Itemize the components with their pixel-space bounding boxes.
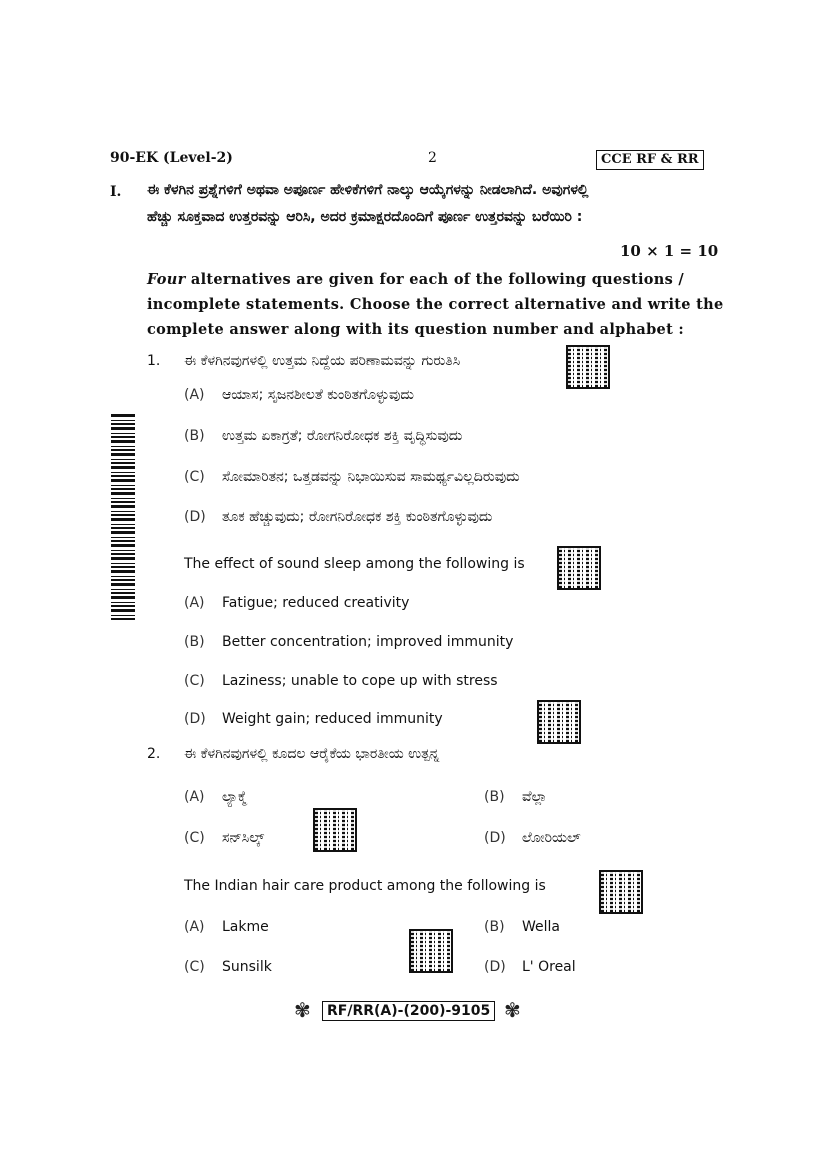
q2-en-option-b: (B) Wella bbox=[484, 919, 560, 935]
paper-code: 90-EK (Level-2) bbox=[110, 150, 233, 166]
page-number: 2 bbox=[428, 150, 437, 166]
q2-kn-option-d: (D) ಲೋರಿಯಲ್ bbox=[484, 830, 581, 846]
q2-en-option-c: (C) Sunsilk bbox=[184, 959, 272, 975]
paper-footer-code: RF/RR(A)-(200)-9105 bbox=[322, 1001, 495, 1021]
qr-code-icon bbox=[566, 345, 610, 389]
kannada-instruction-line2: ಹೆಚ್ಚು ಸೂಕ್ತವಾದ ಉತ್ತರವನ್ನು ಆರಿಸಿ, ಅದರ ಕ್ರಮಾಕ್ಷರದೊಂದಿಗೆ ಪೂರ್ಣ ಉತ್ತರವನ್ನು ಬರೆಯಿರಿ : bbox=[147, 209, 583, 225]
q2-en-option-d: (D) L' Oreal bbox=[484, 959, 576, 975]
section-number: I. bbox=[110, 184, 122, 200]
question-1-kannada: ಈ ಕೆಳಗಿನವುಗಳಲ್ಲಿ ಉತ್ತಮ ನಿದ್ದೆಯ ಪರಿಣಾಮವನ್ನು ಗುರುತಿಸಿ bbox=[184, 353, 461, 369]
question-2-kannada: ಈ ಕೆಳಗಿನವುಗಳಲ್ಲಿ ಕೂದಲ ಆರೈಕೆಯ ಭಾರತೀಯ ಉತ್ಪನ್ನ bbox=[184, 746, 440, 762]
side-barcode bbox=[111, 412, 135, 620]
question-1-english: The effect of sound sleep among the following is bbox=[184, 556, 525, 572]
question-1-number: 1. bbox=[147, 353, 161, 369]
q1-kn-option-c: (C) ಸೋಮಾರಿತನ; ಒತ್ತಡವನ್ನು ನಿಭಾಯಿಸುವ ಸಾಮರ್ಥ್ಯವಿಲ್ಲದಿರುವುದು bbox=[184, 469, 520, 485]
q1-kn-option-b: (B) ಉತ್ತಮ ಏಕಾಗ್ರತೆ; ರೋಗನಿರೋಧಕ ಶಕ್ತಿ ವೃದ್ಧಿಸುವುದು bbox=[184, 428, 463, 444]
q1-en-option-a: (A) Fatigue; reduced creativity bbox=[184, 595, 410, 611]
english-instruction-line2: incomplete statements. Choose the correct alternative and write the bbox=[147, 296, 724, 313]
q1-en-option-b: (B) Better concentration; improved immunity bbox=[184, 634, 514, 650]
q2-kn-option-c: (C) ಸನ್‌ಸಿಲ್ಕ್ bbox=[184, 830, 265, 846]
qr-code-icon bbox=[557, 546, 601, 590]
kannada-instruction-line1: ಈ ಕೆಳಗಿನ ಪ್ರಶ್ನೆಗಳಿಗೆ ಅಥವಾ ಅಪೂರ್ಣ ಹೇಳಿಕೆಗಳಿಗೆ ನಾಲ್ಕು ಆಯ್ಕೆಗಳನ್ನು ನೀಡಲಾಗಿದೆ. ಅವುಗಳಲ್ಲಿ bbox=[147, 182, 589, 198]
english-instruction-line3: complete answer along with its question number and alphabet : bbox=[147, 321, 685, 338]
exam-type-box: CCE RF & RR bbox=[596, 150, 704, 170]
qr-code-icon bbox=[537, 700, 581, 744]
q1-en-option-d: (D) Weight gain; reduced immunity bbox=[184, 711, 443, 727]
question-2-english: The Indian hair care product among the following is bbox=[184, 878, 546, 894]
english-instruction-line1 bbox=[147, 271, 684, 288]
q2-kn-option-b: (B) ವೆಲ್ಲಾ bbox=[484, 789, 548, 805]
qr-code-icon bbox=[599, 870, 643, 914]
q2-kn-option-a: (A) ಲ್ಯಾಕ್ಮೆ bbox=[184, 789, 247, 805]
ornament-right-icon: ✾ bbox=[504, 998, 521, 1022]
q1-en-option-c: (C) Laziness; unable to cope up with stress bbox=[184, 673, 498, 689]
instruction-emphasis: Four bbox=[147, 271, 186, 288]
qr-code-icon bbox=[313, 808, 357, 852]
q1-kn-option-a: (A) ಆಯಾಸ; ಸೃಜನಶೀಲತೆ ಕುಂಠಿತಗೊಳ್ಳುವುದು bbox=[184, 387, 414, 403]
q1-kn-option-d: (D) ತೂಕ ಹೆಚ್ಚುವುದು; ರೋಗನಿರೋಧಕ ಶಕ್ತಿ ಕುಂಠಿತಗೊಳ್ಳುವುದು bbox=[184, 509, 493, 525]
marks-allocation: 10 × 1 = 10 bbox=[620, 242, 719, 260]
ornament-left-icon: ✾ bbox=[294, 998, 311, 1022]
qr-code-icon bbox=[409, 929, 453, 973]
instruction-rest: alternatives are given for each of the following questions / bbox=[185, 271, 684, 288]
question-2-number: 2. bbox=[147, 746, 161, 762]
q2-en-option-a: (A) Lakme bbox=[184, 919, 269, 935]
